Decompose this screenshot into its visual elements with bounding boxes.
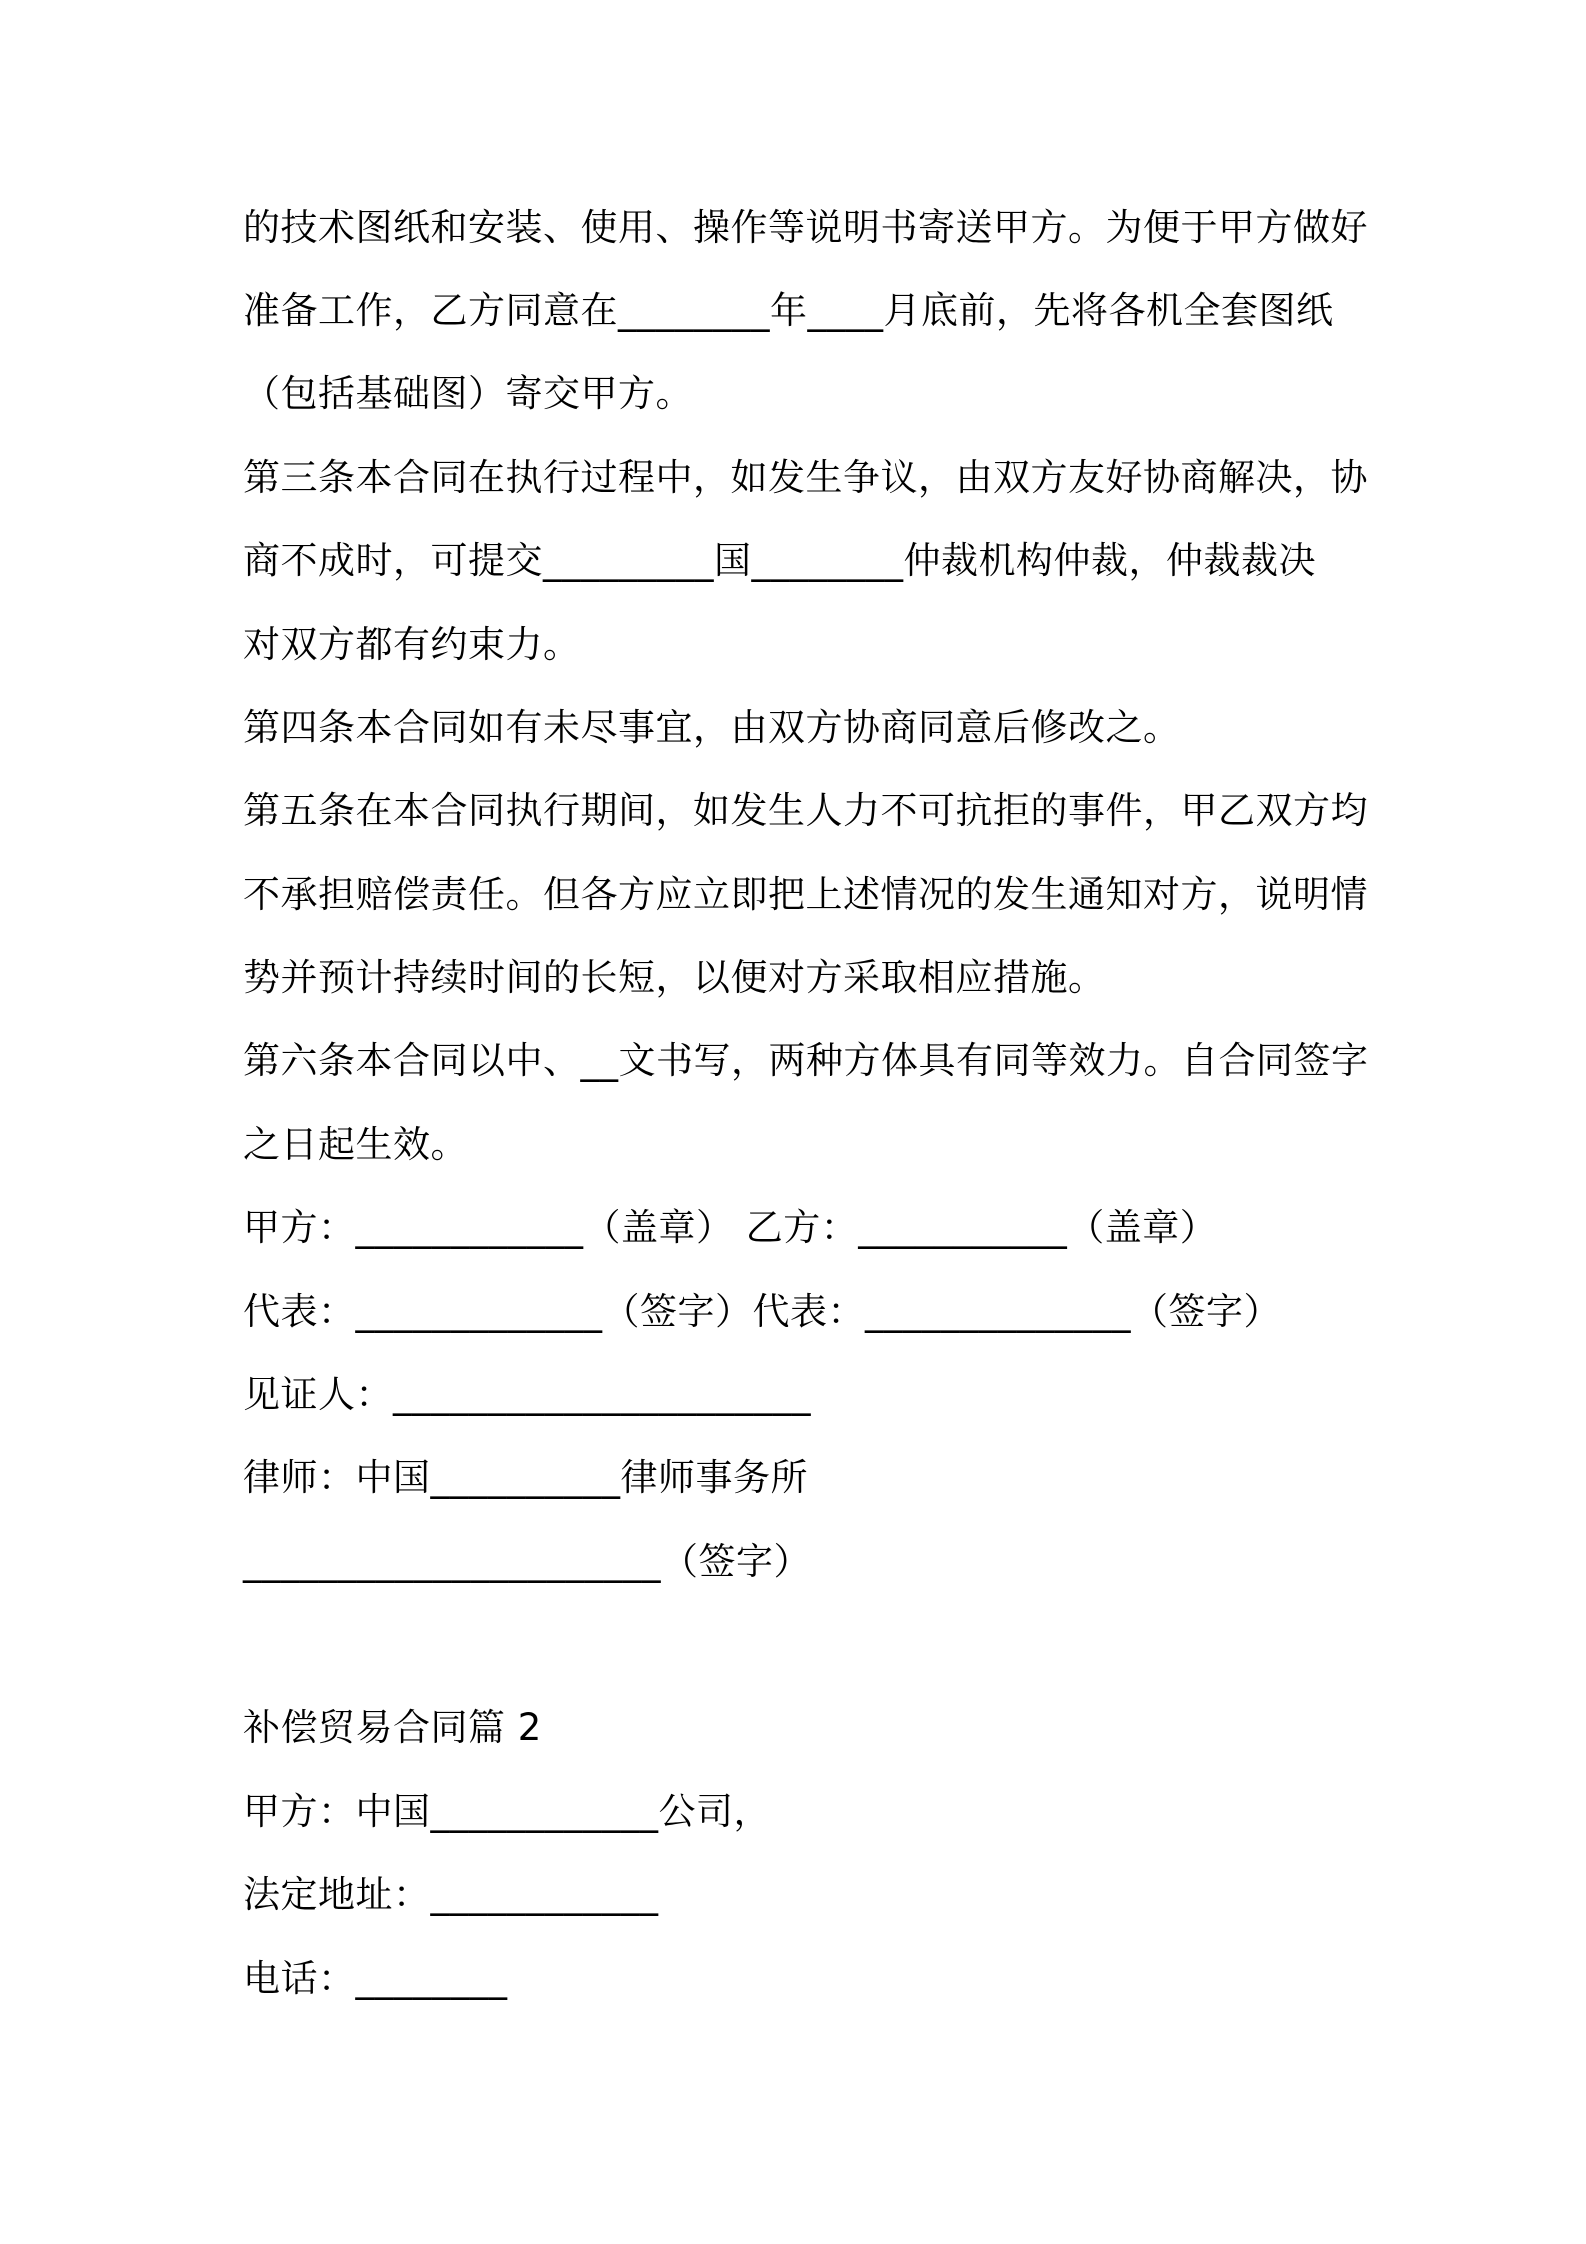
phone-line: 电话：________ — [243, 1957, 508, 2000]
text-line: 商不成时，可提交_________国________仲裁机构仲裁，仲裁裁决 — [243, 539, 1316, 582]
text-line: 对双方都有约束力。 — [243, 623, 581, 666]
section-title: 补偿贸易合同篇 2 — [243, 1706, 542, 1749]
clause-6: 第六条本合同以中、__文书写，两种方体具有同等效力。自合同签字 — [243, 1039, 1369, 1082]
witness-line: 见证人：______________________ — [243, 1373, 811, 1416]
clause-4: 第四条本合同如有未尽事宜，由双方协商同意后修改之。 — [243, 706, 1181, 749]
lawyer-line: 律师：中国__________律师事务所 — [243, 1456, 808, 1499]
lawyer-sign-line: ______________________（签字） — [243, 1540, 811, 1583]
text-line: 不承担赔偿责任。但各方应立即把上述情况的发生通知对方，说明情 — [243, 873, 1368, 916]
clause-3: 第三条本合同在执行过程中，如发生争议，由双方友好协商解决，协 — [243, 456, 1368, 499]
legal-address-line: 法定地址：____________ — [243, 1873, 659, 1916]
text-line: 之日起生效。 — [243, 1123, 468, 1166]
clause-5: 第五条在本合同执行期间，如发生人力不可抗拒的事件，甲乙双方均 — [243, 789, 1368, 832]
text-line: 的技术图纸和安装、使用、操作等说明书寄送甲方。为便于甲方做好 — [243, 206, 1368, 249]
party-seal-line: 甲方：____________（盖章） 乙方：___________（盖章） — [243, 1206, 1218, 1249]
text-line: 势并预计持续时间的长短，以便对方采取相应措施。 — [243, 956, 1106, 999]
representative-sign-line: 代表：_____________（签字）代表：______________（签字） — [243, 1290, 1281, 1333]
text-line: （包括基础图）寄交甲方。 — [243, 372, 693, 415]
text-line: 准备工作，乙方同意在________年____月底前，先将各机全套图纸 — [243, 289, 1334, 332]
party-a-line: 甲方：中国____________公司， — [243, 1790, 771, 1833]
